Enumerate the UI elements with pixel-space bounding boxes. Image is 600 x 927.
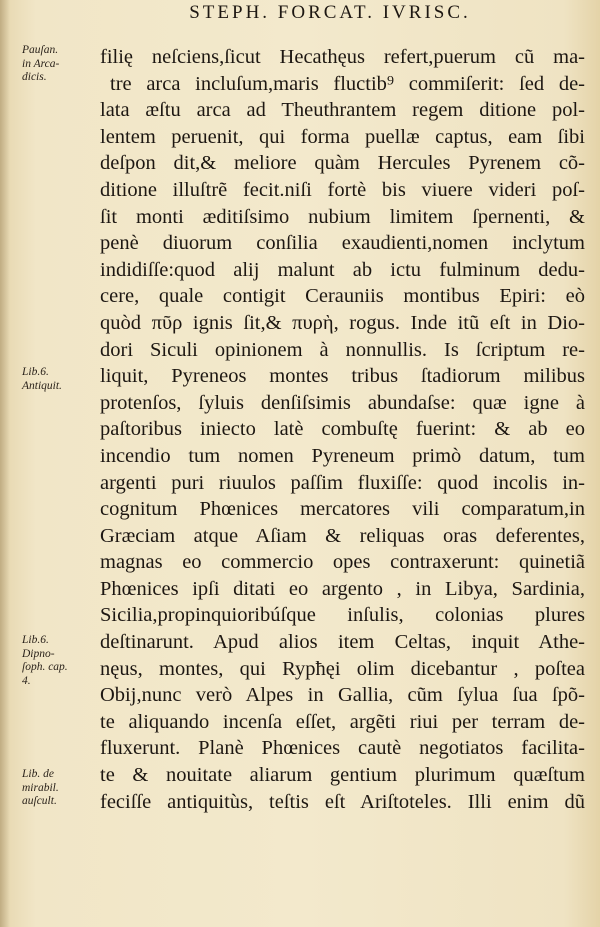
margin-note-dipnosoph: Lib.6. Dipno- ſoph. cap. 4. <box>22 634 68 687</box>
body-text <box>100 44 585 815</box>
text-line: fluxerunt. Planè Phœnices cautè negotiatos facilita- <box>100 737 585 760</box>
margin-note-pausanias: Pauſan. in Arca- dicis. <box>22 44 60 83</box>
margin-note-mirabil: Lib. de mirabil. auſcult. <box>22 768 59 807</box>
text-line: magnas eo commercio opes contraxerunt: quinetiã <box>100 551 585 574</box>
text-line: indidiſſe:quod alij malunt ab ictu fulminum dedu- <box>100 258 585 281</box>
text-line: cognitum Phœnices mercatores vili comparatum,in <box>100 498 585 521</box>
margin-note-antiquit: Lib.6. Antiquit. <box>22 366 62 392</box>
text-line: Græciam atque Aſiam & reliquas oras deferentes, <box>100 524 585 547</box>
running-head: STEPH. FORCAT. IVRISC. <box>189 2 471 23</box>
text-line: paſtoribus iniecto latè combuſtę fuerint: & ab eo <box>100 418 585 441</box>
binding-shadow <box>0 0 10 927</box>
text-line: tre arca incluſum,maris fluctib⁹ commiſerit: ſed de- <box>110 72 585 95</box>
text-line: ſit monti æditiſsimo nubium limitem ſpernenti, & <box>100 205 585 228</box>
text-line: deſpon dit,& meliore quàm Hercules Pyrenem cõ- <box>100 152 585 175</box>
text-line: incendio tum nomen Pyreneum primò datum, tum <box>100 444 585 467</box>
text-line: quòd πῦρ ignis ſit,& πυρὴ, rogus. Inde itũ eſt in Dio- <box>100 311 585 334</box>
text-line: ditione illuſtrẽ fecit.niſi fortè bis viuere videri poſ- <box>100 178 585 201</box>
text-line: protenſos, ſyluis denſiſsimis abundaſse: quæ igne à <box>100 391 585 414</box>
text-line: lata æſtu arca ad Theuthrantem regem ditione pol- <box>100 99 585 122</box>
text-line: feciſſe antiquitùs, teſtis eſt Ariſtoteles. Illi enim dũ <box>100 790 585 813</box>
text-line: Phœnices ipſi ditati eo argento , in Libya, Sardinia, <box>100 577 585 600</box>
text-line: Sicilia,propinquioribúſque inſulis, colonias plures <box>100 604 585 627</box>
text-line: filię neſciens,ſicut Hecathęus refert,puerum cũ ma- <box>100 46 585 68</box>
text-line: dori Siculi opinionem à nonnullis. Is ſcriptum re- <box>100 338 585 361</box>
text-line: te aliquando incenſa eſſet, argẽti riui per terram de- <box>100 710 585 733</box>
text-line: nęus, montes, qui Rypħęi olim dicebantur , poſtea <box>100 657 585 680</box>
text-line: penè diuorum conſilia exaudienti,nomen inclytum <box>100 232 585 255</box>
text-line: te & nouitate aliarum gentium plurimum quæſtum <box>100 764 585 787</box>
text-line: cere, quale contigit Cerauniis montibus Epiri: eò <box>100 285 585 308</box>
text-line: lentem peruenit, qui forma puellæ captus, eam ſibi <box>100 125 585 148</box>
text-line: deſtinarunt. Apud alios item Celtas, inquit Athe- <box>100 631 585 654</box>
text-line: liquit, Pyreneos montes tribus ſtadiorum milibus <box>100 365 585 388</box>
text-line: argenti puri riuulos paſſim fluxiſſe: quod incolis in- <box>100 471 585 494</box>
text-line: Obij,nunc verò Alpes in Gallia, cũm ſylua ſua ſpõ- <box>100 684 585 707</box>
